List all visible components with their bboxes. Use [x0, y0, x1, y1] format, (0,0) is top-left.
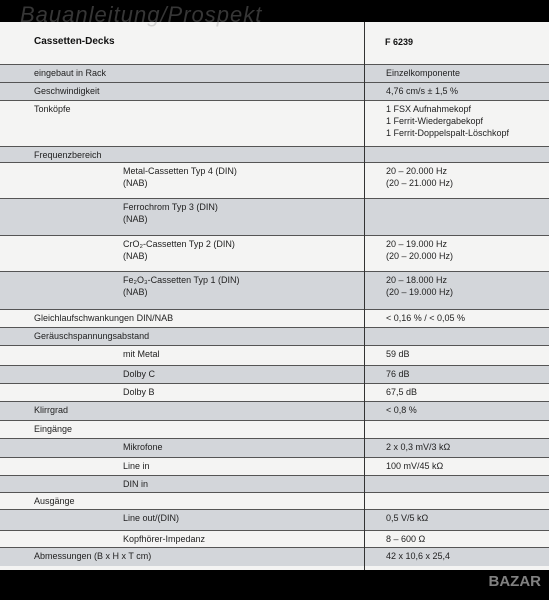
table-row	[0, 365, 549, 383]
table-row	[0, 162, 549, 198]
row-value: Einzelkomponente	[386, 68, 461, 78]
watermark-logo: BAZAR	[488, 573, 541, 590]
row-sublabel: Metal-Cassetten Typ 4 (DIN) (NAB)	[123, 166, 237, 188]
row-label: Eingänge	[34, 424, 73, 434]
row-value: 67,5 dB	[386, 387, 418, 397]
row-label: Geräuschspannungsabstand	[34, 331, 150, 341]
table-row	[0, 420, 549, 438]
row-value: 1 FSX Aufnahmekopf 1 Ferrit-Wiedergabekopf 1 Ferrit-Doppelspalt-Löschkopf	[386, 104, 510, 138]
row-sublabel: Fe₂O₃-Cassetten Typ 1 (DIN) (NAB)	[123, 275, 240, 297]
table-row	[0, 492, 549, 509]
row-label: Geschwindigkeit	[34, 86, 100, 96]
row-value: 20 – 19.000 Hz (20 – 20.000 Hz)	[386, 239, 454, 261]
table-row	[0, 475, 549, 492]
watermark-text: Bauanleitung/Prospekt	[20, 2, 263, 27]
row-sublabel: Kopfhörer-Impedanz	[123, 534, 206, 544]
row-value: 8 – 600 Ω	[386, 534, 426, 544]
row-sublabel: Line in	[123, 461, 150, 471]
row-sublabel: DIN in	[123, 479, 149, 489]
row-label: Klirrgrad	[34, 405, 69, 415]
row-label: Gleichlaufschwankungen DIN/NAB	[34, 313, 174, 323]
column-divider	[364, 22, 365, 570]
row-label: Ausgänge	[34, 496, 75, 506]
row-label: Frequenzbereich	[34, 150, 102, 160]
row-value: 42 x 10,6 x 25,4	[386, 551, 451, 561]
row-value: 2 x 0,3 mV/3 kΩ	[386, 442, 451, 452]
table-row	[0, 383, 549, 401]
row-sublabel: mit Metal	[123, 349, 160, 359]
row-value: 100 mV/45 kΩ	[386, 461, 444, 471]
row-label: Abmessungen (B x H x T cm)	[34, 551, 152, 561]
table-row	[0, 198, 549, 235]
row-sublabel: Dolby B	[123, 387, 155, 397]
table-row	[0, 235, 549, 271]
table-row	[0, 530, 549, 547]
row-label: eingebaut in Rack	[34, 68, 107, 78]
row-value: 20 – 18.000 Hz (20 – 19.000 Hz)	[386, 275, 454, 297]
row-value: 20 – 20.000 Hz (20 – 21.000 Hz)	[386, 166, 454, 188]
table-row	[0, 271, 549, 309]
model-header: F 6239	[385, 37, 414, 47]
row-value: < 0,16 % / < 0,05 %	[386, 313, 466, 323]
table-row	[0, 509, 549, 530]
row-sublabel: CrO₂-Cassetten Typ 2 (DIN) (NAB)	[123, 239, 235, 261]
row-value: < 0,8 %	[386, 405, 417, 415]
table-row	[0, 438, 549, 457]
row-value: 76 dB	[386, 369, 410, 379]
row-value: 4,76 cm/s ± 1,5 %	[386, 86, 458, 96]
row-label: Tonköpfe	[34, 104, 71, 114]
row-sublabel: Ferrochrom Typ 3 (DIN) (NAB)	[123, 202, 218, 224]
table-title: Cassetten-Decks	[34, 36, 115, 47]
table-row	[0, 457, 549, 475]
row-sublabel: Dolby C	[123, 369, 156, 379]
table-row	[0, 345, 549, 365]
table-row	[0, 401, 549, 420]
row-value: 59 dB	[386, 349, 410, 359]
row-sublabel: Line out/(DIN)	[123, 513, 180, 523]
row-sublabel: Mikrofone	[123, 442, 163, 452]
row-value: 0,5 V/5 kΩ	[386, 513, 429, 523]
